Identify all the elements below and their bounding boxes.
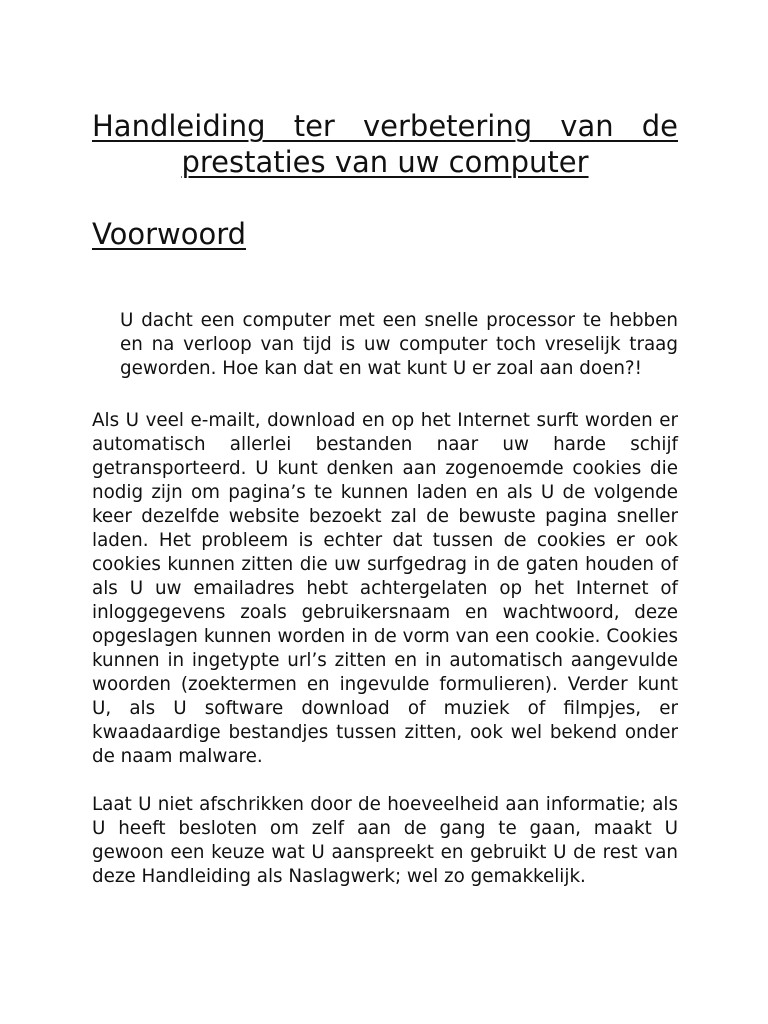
document-page — [92, 108, 678, 889]
body-paragraph: Laat U niet afschrikken door de hoeveelheid aan informatie; als U heeft besloten om zelf aan de gang te gaan, maakt U gewoon een keuze wat U aanspreekt en gebruikt U de rest van deze Handleiding als Naslagwerk; wel zo gemakkelijk. — [92, 794, 678, 887]
document-title: Handleiding ter verbetering van de prestaties van uw computer — [92, 109, 678, 179]
section-heading-voorwoord: Voorwoord — [92, 217, 247, 251]
body-paragraph: Als U veel e-mailt, download en op het Internet surft worden er automatisch allerlei bestanden naar uw harde schijf getransporteerd. U kunt denken aan zogenoemde cookies die nodig zijn om pagina’s te kunnen laden en als U de volgende keer dezelfde website bezoekt zal de bewuste pagina sneller laden. Het probleem is echter dat tussen de cookies er ook cookies kunnen zitten die uw surfgedrag in de gaten houden of als U uw emailadres hebt achtergelaten op het Internet of inloggegevens zoals gebruikersnaam en wachtwoord, deze opgeslagen kunnen worden in de vorm van een cookie. Cookies kunnen in ingetypte url’s zitten en in automatisch aangevulde woorden (zoektermen en ingevulde formulieren). Verder kunt U, als U software download of muziek of filmpjes, er kwaadaardige bestandjes tussen zitten, ook wel bekend onder de naam malware. — [92, 410, 678, 767]
intro-paragraph: U dacht een computer met een snelle processor te hebben en na verloop van tijd is uw computer toch vreselijk traag geworden. Hoe kan dat en wat kunt U er zoal aan doen?! — [120, 310, 678, 379]
